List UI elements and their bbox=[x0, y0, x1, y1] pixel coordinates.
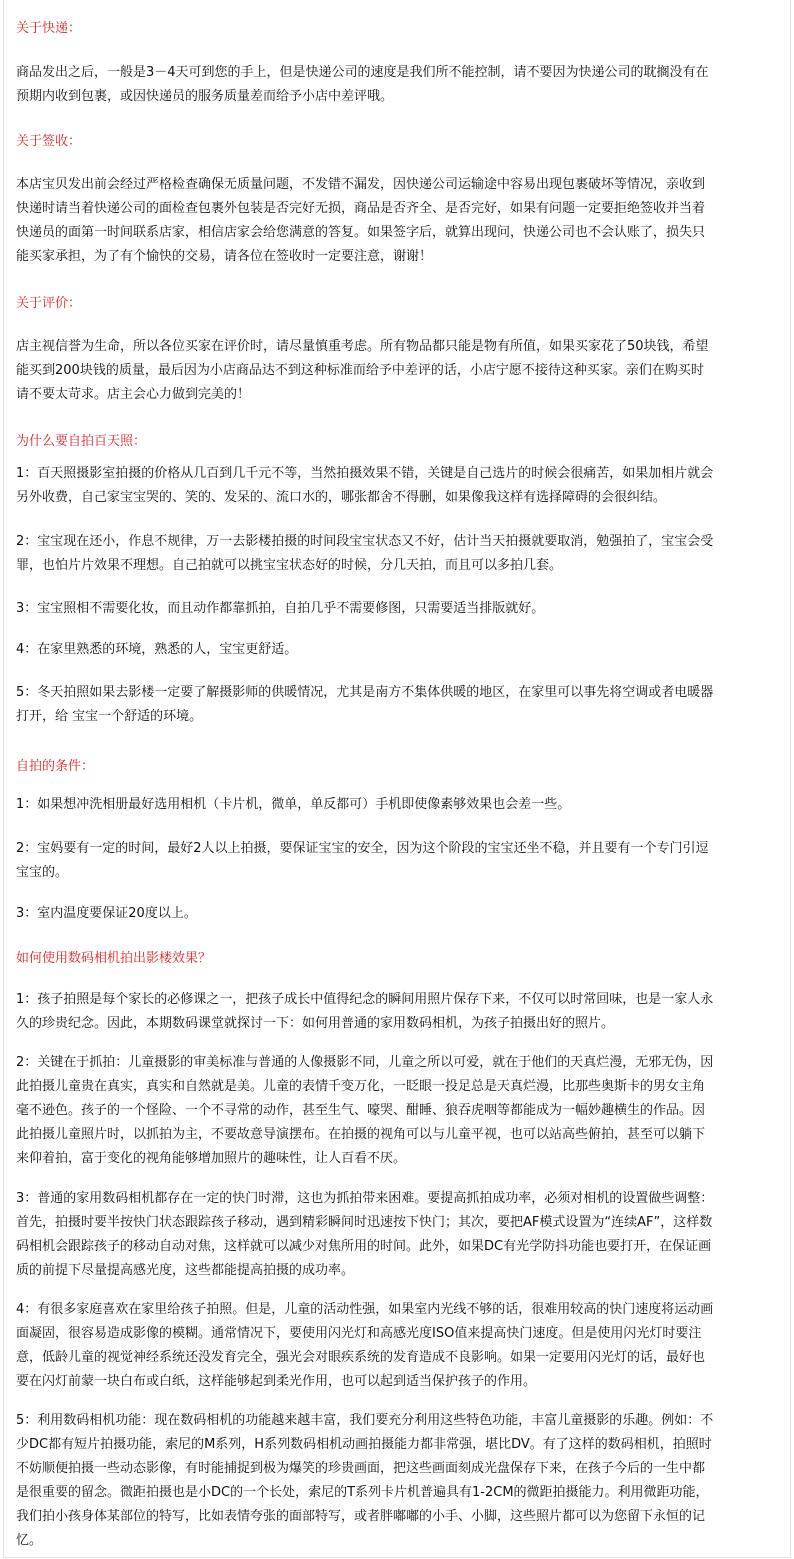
text-line: 面凝固，很容易造成影像的模糊。通常情况下，要使用闪光灯和高感光度ISO值来提高快门速度。但是使用闪光灯时要注 bbox=[16, 1326, 702, 1341]
text-line: 不妨顺便拍摄一些动态影像，有时能捕捉到极为爆笑的珍贵画面，把这些画面刻成光盘保存下来，在孩子今后的一生中都 bbox=[16, 1461, 706, 1476]
text-line: 4：在家里熟悉的环境，熟悉的人，宝宝更舒适。 bbox=[16, 642, 298, 657]
paragraph-condition-1 bbox=[16, 793, 782, 817]
text-line: 宝宝的。 bbox=[16, 865, 69, 880]
text-line: 5：利用数码相机功能：现在数码相机的功能越来越丰富，我们要充分利用这些特色功能，丰富儿童摄影的乐趣。例如：不 bbox=[16, 1413, 714, 1428]
paragraph-camera-4 bbox=[16, 1298, 782, 1394]
text-line: 此拍摄儿童贵在真实，真实和自然就是美。儿童的表情千变万化，一眨眼一投足总是天真烂漫，比那些奥斯卡的男女主角 bbox=[16, 1079, 706, 1094]
paragraph-camera-2 bbox=[16, 1051, 782, 1171]
text-line: 2：宝妈要有一定的时间，最好2人以上拍摄，要保证宝宝的安全，因为这个阶段的宝宝还坐不稳，并且要有一个专门引逗 bbox=[16, 841, 709, 856]
text-line: 本店宝贝发出前会经过严格检查确保无质量问题，不发错不漏发，因快递公司运输途中容易出现包裹破坏等情况，亲收到 bbox=[16, 177, 706, 192]
text-line: 要在闪灯前蒙一块白布或白纸，这样能够起到柔光作用，也可以起到适当保护孩子的作用。 bbox=[16, 1374, 537, 1389]
text-line: 3：宝宝照相不需要化妆，而且动作都靠抓拍，自拍几乎不需要修图，只需要适当排版就好。 bbox=[16, 601, 545, 616]
paragraph-why-5 bbox=[16, 681, 782, 729]
text-line: 1：百天照摄影室拍摄的价格从几百到几千元不等，当然拍摄效果不错，关键是自己选片的时候会很痛苦，如果加相片就会 bbox=[16, 466, 714, 481]
text-line: 意，低龄儿童的视觉神经系统还没发育完全，强光会对眼疾系统的发育造成不良影响。如果一定要用闪光灯的话，最好也 bbox=[16, 1350, 706, 1365]
text-line: 忆。 bbox=[16, 1533, 43, 1548]
paragraph-why-2 bbox=[16, 530, 782, 578]
paragraph-why-4 bbox=[16, 638, 782, 662]
text-line: 码相机会跟踪孩子的移动自动对焦，这样就可以减少对焦所用的时间。此外，如果DC有光学防抖功能也要打开，在保证画 bbox=[16, 1239, 712, 1254]
paragraph-camera-5 bbox=[16, 1409, 782, 1553]
text-line: 少DC都有短片拍摄功能，索尼的M系列，H系列数码相机动画拍摄能力都非常强，堪比DV。有了这样的数码相机，拍照时 bbox=[16, 1437, 712, 1452]
text-line: 2：关键在于抓拍：儿童摄影的审美标准与普通的人像摄影不同，儿童之所以可爱，就在于他们的天真烂漫，无邪无伪，因 bbox=[16, 1055, 714, 1070]
text-line: 快递员的面第一时间联系店家，相信店家会给您满意的答复。如果签字后，就算出现问，快递公司也不会认账了，损失只 bbox=[16, 225, 706, 240]
heading-why-self-shoot: 为什么要自拍百天照： bbox=[16, 434, 147, 449]
paragraph-review bbox=[16, 335, 782, 407]
text-line: 能买到200块钱的质量，最后因为小店商品达不到这种标准而给予中差评的话，小店宁愿不接待这种买家。亲们在购买时 bbox=[16, 363, 704, 378]
text-line: 久的珍贵纪念。因此，本期数码课堂就探讨一下：如何用普通的家用数码相机，为孩子拍摄出好的照片。 bbox=[16, 1016, 615, 1031]
text-line: 3：室内温度要保证20度以上。 bbox=[16, 906, 197, 921]
text-line: 此拍摄儿童照片时，以抓拍为主，不要故意导演摆布。在拍摄的视角可以与儿童平视，也可以站高些俯拍，甚至可以躺下 bbox=[16, 1127, 706, 1142]
text-line: 我们拍小孩身体某部位的特写，比如表情夸张的面部特写，或者胖嘟嘟的小手、小脚，这些照片都可以为您留下永恒的记 bbox=[16, 1509, 706, 1524]
text-line: 1：如果想冲洗相册最好选用相机（卡片机，微单，单反都可）手机即使像素够效果也会差一些。 bbox=[16, 797, 571, 812]
text-line: 质的前提下尽量提高感光度，这些都能提高拍摄的成功率。 bbox=[16, 1263, 355, 1278]
text-line: 3：普通的家用数码相机都存在一定的快门时滞，这也为抓拍带来困难。要提高抓拍成功率，必须对相机的设置做些调整： bbox=[16, 1191, 714, 1206]
text-line: 商品发出之后，一般是3－4天可到您的手上，但是快递公司的速度是我们所不能控制，请不要因为快递公司的耽搁没有在 bbox=[16, 65, 709, 80]
paragraph-signing bbox=[16, 173, 782, 269]
heading-signing: 关于签收： bbox=[16, 134, 82, 149]
heading-conditions: 自拍的条件： bbox=[16, 759, 95, 774]
text-line: 店主视信誉为生命，所以各位买家在评价时，请尽量慎重考虑。所有物品都只能是物有所值，如果买家花了50块钱，希望 bbox=[16, 339, 709, 354]
text-line: 首先，拍摄时要半按快门状态跟踪孩子移动，遇到精彩瞬间时迅速按下快门；其次，要把AF模式设置为“连续AF”，这样数 bbox=[16, 1215, 713, 1230]
paragraph-camera-3 bbox=[16, 1187, 782, 1283]
text-line: 毫不逊色。孩子的一个怪险、一个不寻常的动作，甚至生气、嚎哭、酣睡、狼吞虎咽等都能成为一幅妙趣横生的作品。因 bbox=[16, 1103, 706, 1118]
paragraph-delivery bbox=[16, 61, 782, 109]
text-line: 能买家承担，为了有个愉快的交易，请各位在签收时一定要注意，谢谢！ bbox=[16, 249, 433, 264]
heading-camera-tips: 如何使用数码相机拍出影楼效果？ bbox=[16, 951, 212, 966]
text-line: 另外收费，自己家宝宝哭的、笑的、发呆的、流口水的，哪张都舍不得删，如果像我这样有选择障碍的会很纠结。 bbox=[16, 490, 667, 505]
text-line: 预期内收到包裹，或因快递员的服务质量差而给予小店中差评哦。 bbox=[16, 89, 394, 104]
text-line: 2：宝宝现在还小，作息不规律，万一去影楼拍摄的时间段宝宝状态又不好，估计当天拍摄就要取消，勉强拍了，宝宝会受 bbox=[16, 534, 714, 549]
paragraph-why-3 bbox=[16, 597, 782, 621]
text-line: 来仰着拍，富于变化的视角能够增加照片的趣味性，让人百看不厌。 bbox=[16, 1151, 407, 1166]
heading-delivery: 关于快递： bbox=[16, 21, 82, 36]
paragraph-why-1 bbox=[16, 462, 782, 510]
text-line: 4：有很多家庭喜欢在家里给孩子拍照。但是，儿童的活动性强，如果室内光线不够的话，很难用较高的快门速度将运动画 bbox=[16, 1302, 714, 1317]
text-line: 打开，给 宝宝一个舒适的环境。 bbox=[16, 709, 203, 724]
text-line: 罪，也怕片片效果不理想。自己拍就可以挑宝宝状态好的时候，分几天拍，而且可以多拍几套。 bbox=[16, 558, 563, 573]
text-line: 快递时请当着快递公司的面检查包裹外包装是否完好无损，商品是否齐全、是否完好，如果有问题一定要拒绝签收并当着 bbox=[16, 201, 706, 216]
heading-review: 关于评价： bbox=[16, 296, 82, 311]
text-line: 1：孩子拍照是每个家长的必修课之一，把孩子成长中值得纪念的瞬间用照片保存下来，不仅可以时常回味，也是一家人永 bbox=[16, 992, 714, 1007]
text-line: 是很重要的留念。微距拍摄也是小DC的一个长处，索尼的T系列卡片机普遍具有1-2CM的微距拍摄能力。利用微距功能， bbox=[16, 1485, 709, 1500]
text-line: 请不要太苛求。店主会心力做到完美的！ bbox=[16, 387, 251, 402]
text-line: 5：冬天拍照如果去影楼一定要了解摄影师的供暖情况，尤其是南方不集体供暖的地区，在家里可以事先将空调或者电暖器 bbox=[16, 685, 714, 700]
paragraph-camera-1 bbox=[16, 988, 782, 1036]
paragraph-condition-2 bbox=[16, 837, 782, 885]
paragraph-condition-3 bbox=[16, 902, 782, 926]
